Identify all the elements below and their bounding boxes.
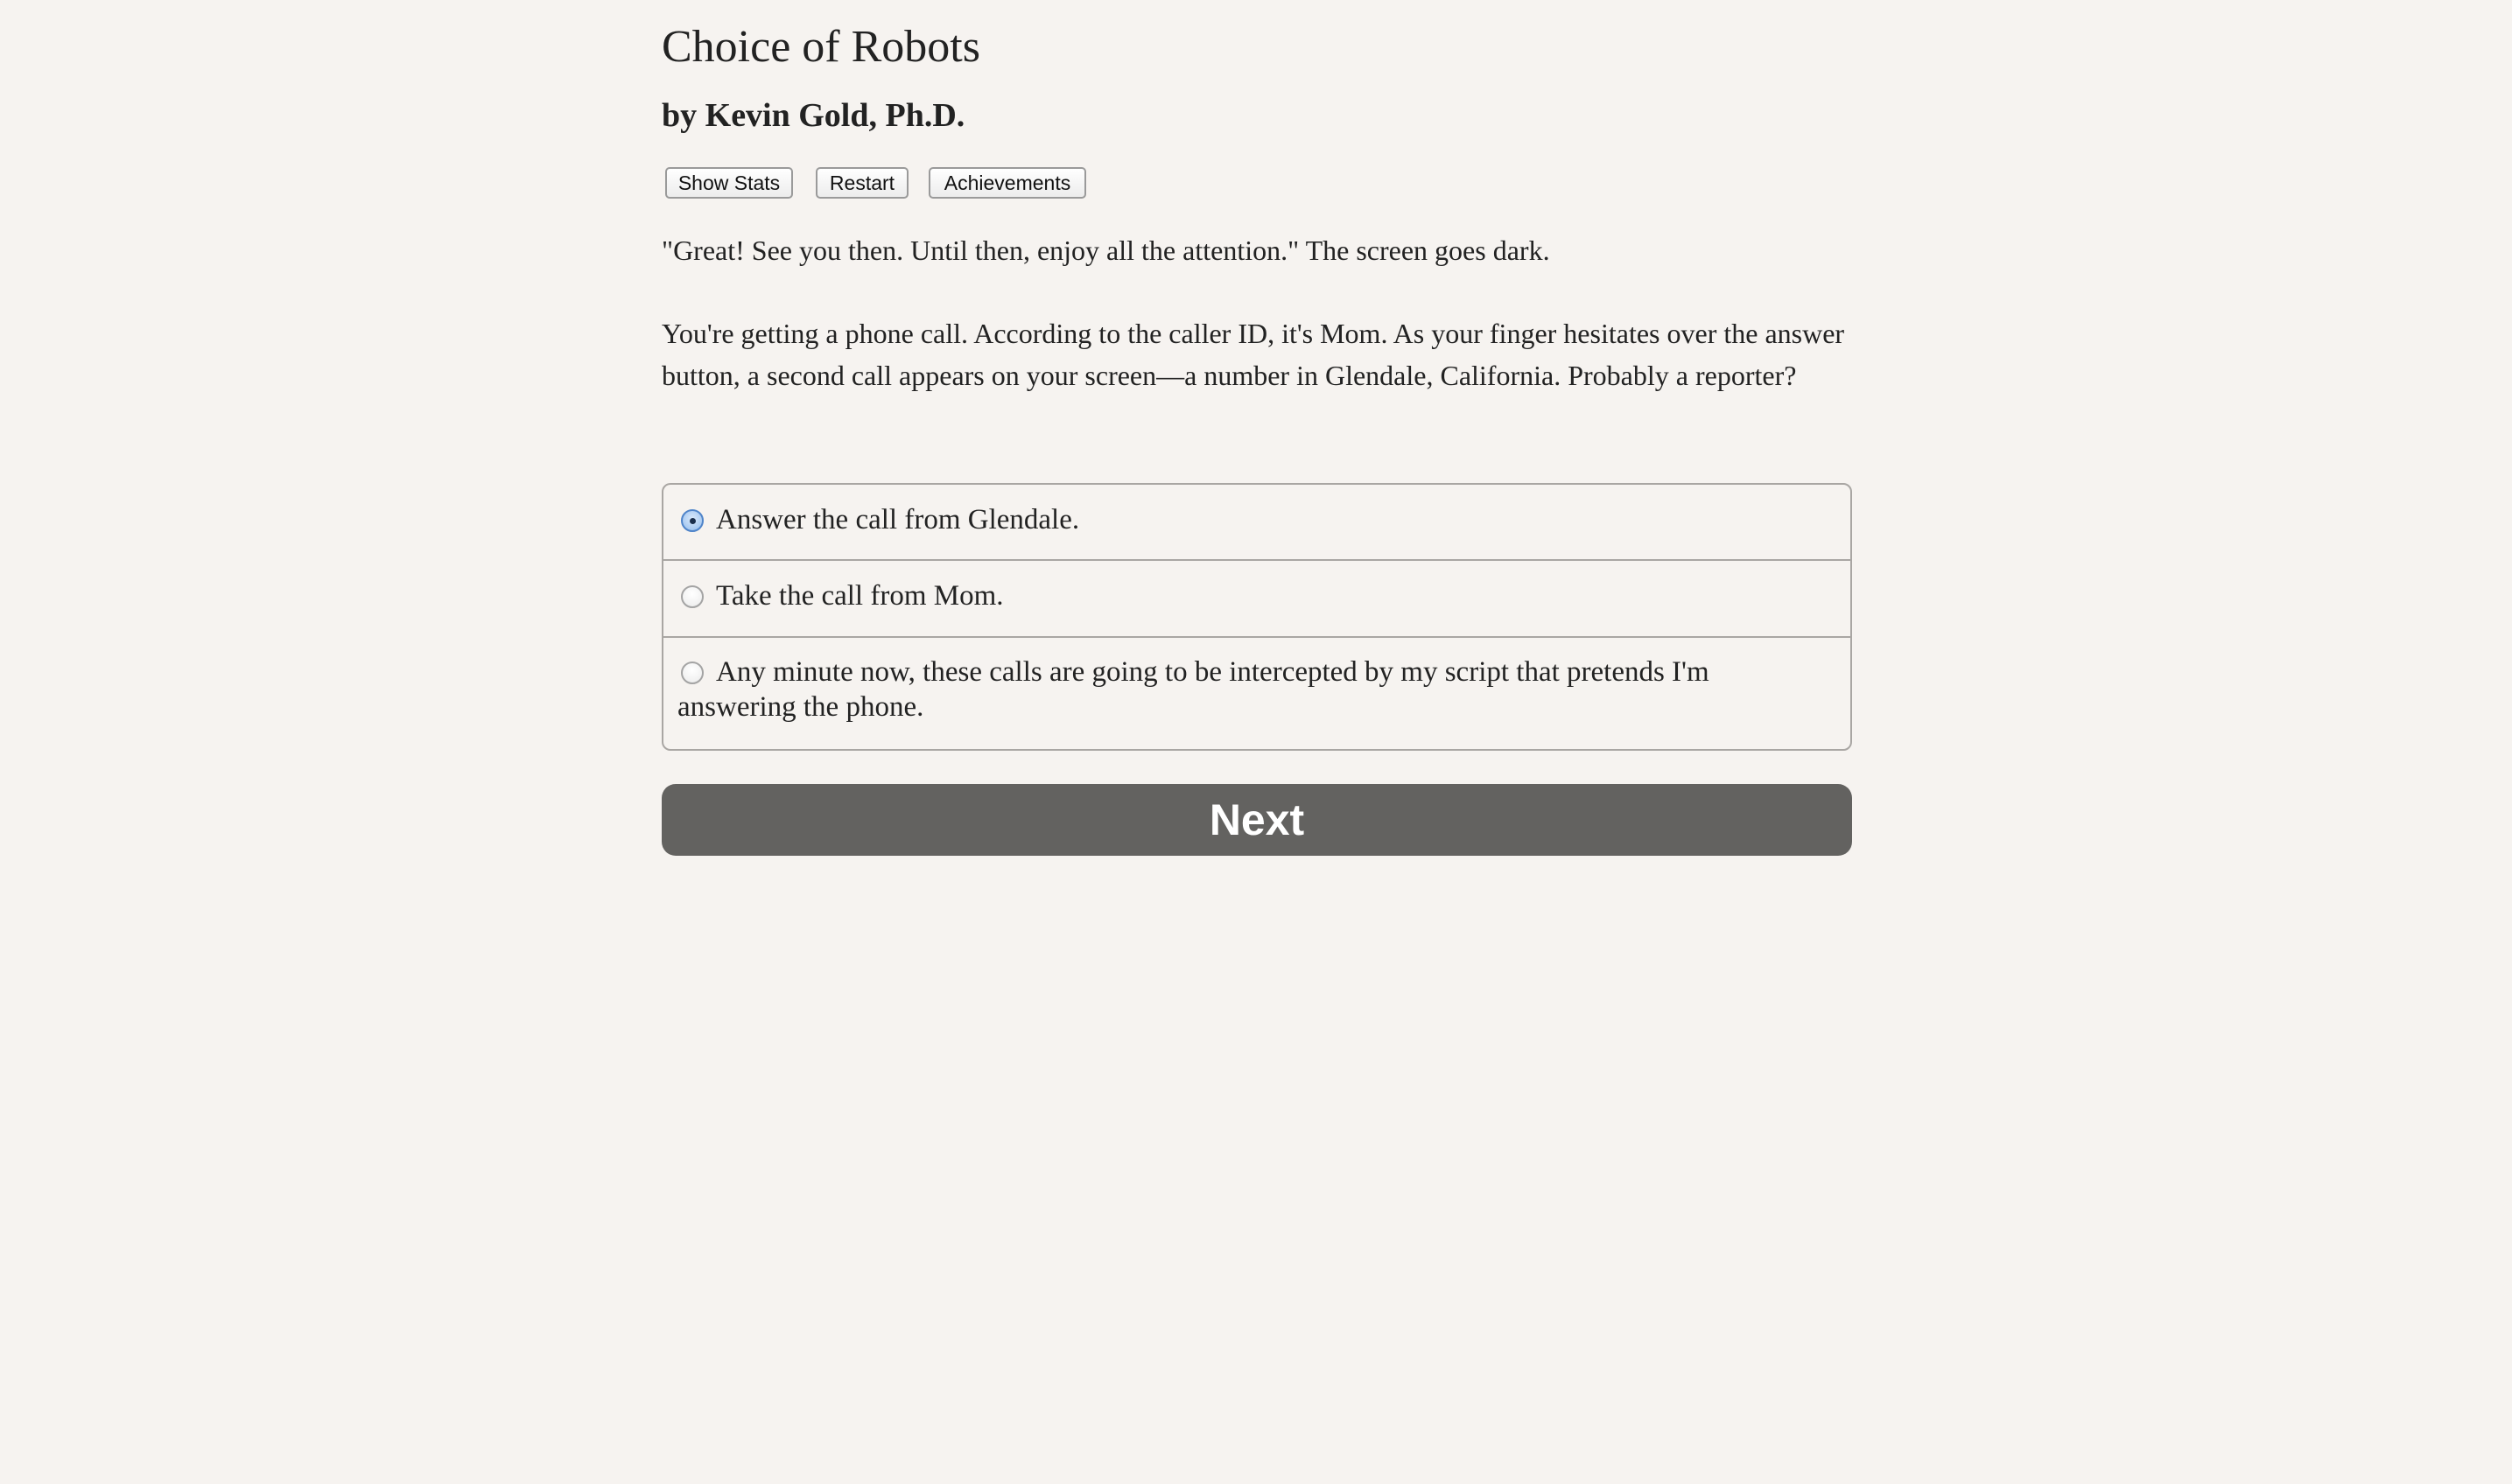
author-byline: by Kevin Gold, Ph.D. bbox=[662, 97, 965, 134]
choice-option-glendale[interactable] bbox=[663, 485, 1850, 561]
radio-button[interactable] bbox=[681, 585, 704, 608]
choice-list bbox=[662, 483, 1852, 751]
radio-dot-icon bbox=[690, 518, 696, 524]
choice-label: Any minute now, these calls are going to be intercepted by my script that pretends I'm answering the phone. bbox=[677, 656, 1709, 723]
next-button[interactable]: Next bbox=[662, 784, 1852, 856]
choice-option-script[interactable] bbox=[663, 638, 1850, 751]
restart-button[interactable]: Restart bbox=[816, 167, 909, 199]
choice-label: Answer the call from Glendale. bbox=[716, 504, 1080, 536]
story-paragraph: You're getting a phone call. According to the caller ID, it's Mom. As your finger hesitates over the answer button, a second call appears on your screen—a number in Glendale, California. Probably a reporter? bbox=[662, 318, 1845, 391]
achievements-button[interactable]: Achievements bbox=[929, 167, 1086, 199]
choice-option-mom[interactable] bbox=[663, 561, 1850, 638]
show-stats-button[interactable]: Show Stats bbox=[665, 167, 793, 199]
game-title: Choice of Robots bbox=[662, 22, 980, 72]
radio-button-selected[interactable] bbox=[681, 509, 704, 532]
story-paragraph: "Great! See you then. Until then, enjoy all the attention." The screen goes dark. bbox=[662, 234, 1550, 266]
choice-label: Take the call from Mom. bbox=[716, 580, 1004, 612]
